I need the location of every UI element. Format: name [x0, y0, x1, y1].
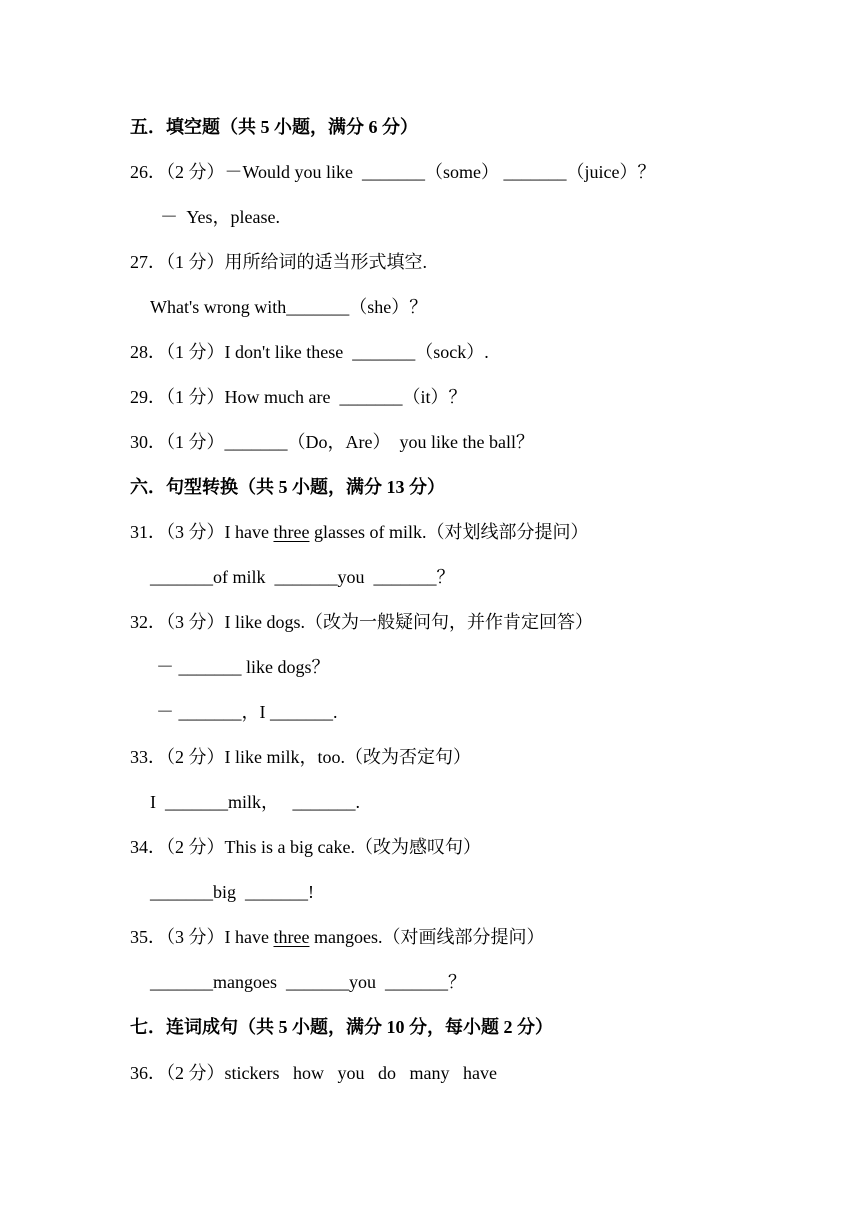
- question-26: [130, 161, 656, 183]
- q34-text-1: big: [213, 882, 246, 902]
- q29-stem: 29．（1 分）How much are: [130, 387, 335, 407]
- q31-underlined: three: [273, 522, 310, 542]
- q33-text-0: I: [150, 792, 165, 812]
- q35-pre: 35．（3 分）I have: [130, 927, 274, 947]
- q26-hint-1: （some）: [425, 162, 500, 182]
- q28-blank[interactable]: _______: [352, 342, 416, 362]
- q35-blank-2[interactable]: _______: [285, 972, 349, 992]
- q32b-dash: －: [156, 702, 179, 722]
- q30-hint: （Do，Are） you like the ball？: [287, 432, 534, 452]
- q31-text-2: you: [337, 567, 374, 587]
- q26-hint-2: （juice）？: [566, 162, 656, 182]
- q31-text-1: of milk: [213, 567, 275, 587]
- q31-pre: 31．（3 分）I have: [130, 522, 274, 542]
- question-33: 33．（2 分）I like milk，too.（改为否定句）: [130, 747, 471, 767]
- q32b-blank-1[interactable]: _______: [178, 702, 242, 722]
- q27-blank[interactable]: _______: [286, 297, 350, 317]
- q34-blank-2[interactable]: _______: [245, 882, 309, 902]
- question-32: 32．（3 分）I like dogs.（改为一般疑问句，并作肯定回答）: [130, 612, 593, 632]
- q30-blank[interactable]: _______: [224, 432, 288, 452]
- q33-text-1: milk，: [228, 792, 293, 812]
- question-35: [130, 926, 544, 948]
- q35-blank-1[interactable]: _______: [150, 972, 213, 992]
- q32a-text: like dogs？: [241, 657, 330, 677]
- q26-stem: 26．（2 分）－Would you like: [130, 162, 358, 182]
- question-29: [130, 386, 466, 408]
- question-26-answer: － Yes，please.: [160, 207, 280, 227]
- question-32-line-2: [156, 701, 338, 723]
- q32b-text-1: ，I: [241, 702, 270, 722]
- q30-stem: 30．（1 分）: [130, 432, 225, 452]
- q32b-blank-2[interactable]: _______: [270, 702, 333, 722]
- section-5-heading: 五．填空题（共 5 小题，满分 6 分）: [130, 117, 418, 137]
- question-27-line: [150, 296, 427, 318]
- question-34-line: [150, 881, 314, 903]
- question-30: [130, 431, 534, 453]
- q29-hint: （it）？: [402, 387, 467, 407]
- question-35-line: [150, 971, 466, 993]
- q35-text-1: mangoes: [213, 972, 286, 992]
- q33-text-2: .: [355, 792, 361, 812]
- q31-text-3: ？: [436, 567, 455, 587]
- q31-blank-3[interactable]: _______: [373, 567, 437, 587]
- question-31-line: [150, 566, 455, 588]
- question-36: 36．（2 分）stickers how you do many have: [130, 1063, 497, 1083]
- question-32-line-1: [156, 656, 330, 678]
- q32a-blank[interactable]: _______: [178, 657, 242, 677]
- q31-post: glasses of milk.（对划线部分提问）: [309, 522, 589, 542]
- q34-text-2: !: [308, 882, 315, 902]
- q34-blank-1[interactable]: _______: [150, 882, 213, 902]
- question-33-line: [150, 791, 360, 813]
- q26-blank-1[interactable]: _______: [362, 162, 426, 182]
- q33-blank-2[interactable]: _______: [292, 792, 356, 812]
- q28-stem: 28．（1 分）I don't like these: [130, 342, 348, 362]
- q29-blank[interactable]: _______: [339, 387, 403, 407]
- question-28: [130, 341, 489, 363]
- q27-text: What's wrong with: [150, 297, 287, 317]
- q28-hint: （sock）.: [415, 342, 489, 362]
- q33-blank-1[interactable]: _______: [165, 792, 228, 812]
- q32b-text-2: .: [333, 702, 338, 722]
- section-6-heading: 六．句型转换（共 5 小题，满分 13 分）: [130, 477, 445, 497]
- q31-blank-2[interactable]: _______: [274, 567, 338, 587]
- question-31: [130, 521, 588, 543]
- q32a-dash: －: [156, 657, 179, 677]
- section-7-heading: 七．连词成句（共 5 小题，满分 10 分，每小题 2 分）: [130, 1017, 553, 1037]
- q31-blank-1[interactable]: _______: [150, 567, 213, 587]
- question-27: 27．（1 分）用所给词的适当形式填空.: [130, 252, 427, 272]
- q35-underlined: three: [273, 927, 310, 947]
- q27-hint: （she）？: [349, 297, 428, 317]
- q26-blank-2[interactable]: _______: [503, 162, 567, 182]
- question-34: 34．（2 分）This is a big cake.（改为感叹句）: [130, 837, 481, 857]
- q35-text-2: you: [348, 972, 385, 992]
- q35-text-3: ？: [447, 972, 466, 992]
- q35-post: mangoes.（对画线部分提问）: [309, 927, 545, 947]
- q35-blank-3[interactable]: _______: [384, 972, 448, 992]
